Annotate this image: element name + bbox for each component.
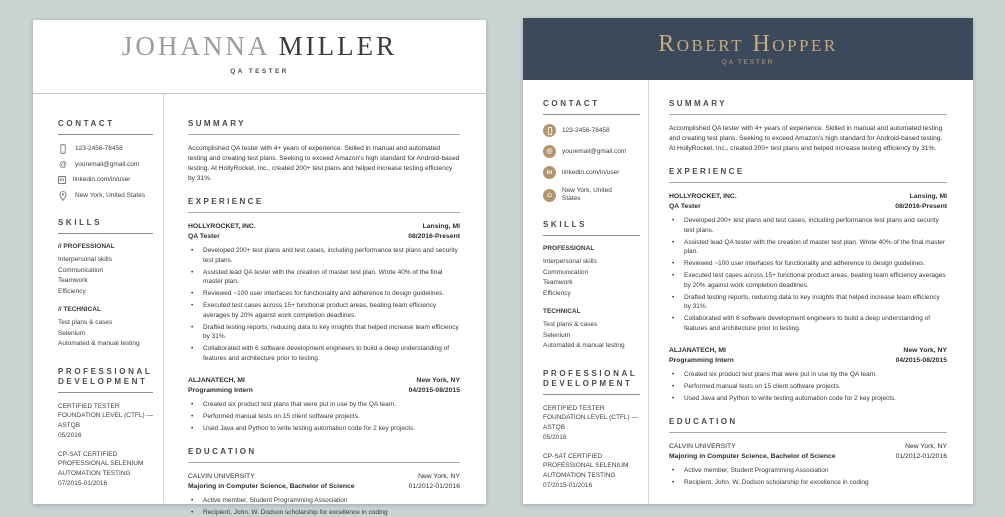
education-bullet: • Active member, Student Programming Association <box>188 496 460 506</box>
job-header-row <box>188 232 460 242</box>
contact-email: youremail@gmail.com <box>75 161 139 169</box>
email-icon: @ <box>543 145 556 158</box>
certification-name: CP-SAT CERTIFIED PROFESSIONAL SELENIUM AUTOMATION TESTING <box>58 450 153 479</box>
skills-section <box>543 220 640 352</box>
skill-group-label: PROFESSIONAL <box>543 245 640 252</box>
contact-email: youremail@gmail.com <box>562 148 626 156</box>
certification-item <box>58 402 153 441</box>
skill-item: Communication <box>58 266 153 277</box>
job-bullet: • Developed 200+ test plans and test cases, including performance test plans and security test plans. <box>669 216 947 235</box>
linkedin-icon: in <box>58 176 66 184</box>
education-bullet: • Recipient, John. W. Dodson scholarship for excellence in coding <box>669 478 947 488</box>
job-title: QA TESTER <box>523 59 973 66</box>
job-bullet: • Performed manual tests on 15 client software projects. <box>669 382 947 392</box>
job-dates: 04/2015-08/2015 <box>409 386 460 396</box>
skill-item: Automated & manual testing <box>543 341 640 352</box>
section-heading: EXPERIENCE <box>669 167 947 183</box>
job-bullet: • Drafted testing reports, reducing data to key insights that helped increase team efficiency by 31%. <box>669 293 947 312</box>
school-location: New York, NY <box>905 442 947 452</box>
degree: Majoring in Computer Science, Bachelor of Science <box>669 452 836 462</box>
job-header-row <box>669 192 947 202</box>
resume-header <box>33 20 486 94</box>
education-header-row <box>188 482 460 492</box>
job-bullet: • Performed manual tests on 15 client software projects. <box>188 412 460 422</box>
first-name: JOHANNA <box>122 31 269 61</box>
section-heading: EDUCATION <box>669 417 947 433</box>
skill-item: Selenium <box>58 329 153 340</box>
school-name: CALVIN UNIVERSITY <box>188 472 255 482</box>
job-title: QA TESTER <box>33 68 486 75</box>
contact-row <box>58 176 153 184</box>
section-heading: SKILLS <box>58 218 153 234</box>
skill-group-label: // PROFESSIONAL <box>58 243 153 250</box>
contact-row <box>58 191 153 201</box>
contact-row <box>58 144 153 154</box>
job-bullet: • Executed test cases across 15+ functional product areas, beating team efficiency averages by 20% against work completion deadlines. <box>669 271 947 290</box>
company-name: ALJANATECH, MI <box>188 376 245 386</box>
job-header-row <box>669 346 947 356</box>
education-bullet: • Active member, Student Programming Association <box>669 466 947 476</box>
job-bullet: • Collaborated with 6 software development engineers to build a deep understanding of features and architecture prior to testing. <box>669 314 947 333</box>
job-bullet: • Drafted testing reports, reducing data to key insights that helped increase team efficiency by 31%. <box>188 323 460 342</box>
skill-item: Interpersonal skills <box>543 257 640 268</box>
summary-section <box>669 99 947 154</box>
education-header-row <box>669 452 947 462</box>
company-name: HOLLYROCKET, INC. <box>188 222 256 232</box>
phone-icon <box>58 144 68 154</box>
skill-item: Communication <box>543 268 640 279</box>
job-bullet: • Collaborated with 6 software development engineers to build a deep understanding of features and architecture prior to testing. <box>188 344 460 363</box>
job-location: New York, NY <box>416 376 460 386</box>
skill-item: Test plans & cases <box>543 320 640 331</box>
development-section <box>543 369 640 491</box>
section-heading: CONTACT <box>58 119 153 135</box>
summary-text: Accomplished QA tester with 4+ years of experience. Skilled in manual and automated testing and creating test plans. Seeking to exceed Amazon's high standard for Android-based testing. At HollyRocket, Inc., created 200+ test plans and helped increase testing efficiency by 31%. <box>188 144 460 184</box>
job-bullet: • Reviewed ~100 user interfaces for functionality and adherence to design guidelines. <box>669 259 947 269</box>
job-bullet: • Assisted lead QA tester with the creation of master test plan. Wrote 40% of the final master plan. <box>188 268 460 287</box>
job-entry <box>188 376 460 434</box>
skill-item: Teamwork <box>58 276 153 287</box>
contact-location: New York, United States <box>75 192 145 200</box>
job-bullet: • Used Java and Python to write testing automation code for 2 key projects. <box>669 394 947 404</box>
certification-item <box>58 450 153 489</box>
certification-date: 07/2015-01/2016 <box>58 479 153 489</box>
education-header-row <box>669 442 947 452</box>
certification-name: CP-SAT CERTIFIED PROFESSIONAL SELENIUM AUTOMATION TESTING <box>543 452 640 481</box>
section-heading: CONTACT <box>543 99 640 115</box>
education-section <box>188 447 460 517</box>
education-bullet-list <box>188 496 460 517</box>
job-entry <box>669 346 947 404</box>
skill-item: Efficiency <box>543 289 640 300</box>
section-heading: SKILLS <box>543 220 640 236</box>
job-role: Programming Intern <box>669 356 734 366</box>
contact-linkedin: linkedin.com/in/user <box>562 169 619 177</box>
education-header-row <box>188 472 460 482</box>
certification-date: 07/2015-01/2016 <box>543 481 640 491</box>
development-section <box>58 367 153 489</box>
certification-item <box>543 404 640 443</box>
skill-group-label: // TECHNICAL <box>58 306 153 313</box>
section-heading: PROFESSIONAL DEVELOPMENT <box>543 369 640 395</box>
skill-item: Selenium <box>543 331 640 342</box>
job-role: QA Tester <box>188 232 220 242</box>
school-location: New York, NY <box>418 472 460 482</box>
job-header-row <box>188 376 460 386</box>
experience-section <box>188 197 460 434</box>
job-location: New York, NY <box>903 346 947 356</box>
job-bullet: • Reviewed ~100 user interfaces for functionality and adherence to design guidelines. <box>188 289 460 299</box>
job-role: QA Tester <box>669 202 701 212</box>
contact-row <box>543 145 640 158</box>
contact-section <box>58 119 153 201</box>
certification-date: 05/2016 <box>58 431 153 441</box>
job-bullet: • Used Java and Python to write testing automation code for 2 key projects. <box>188 424 460 434</box>
job-header-row <box>669 356 947 366</box>
job-bullet-list <box>188 400 460 434</box>
job-entry <box>669 192 947 333</box>
school-name: CALVIN UNIVERSITY <box>669 442 736 452</box>
skill-group-label: TECHNICAL <box>543 308 640 315</box>
email-icon: @ <box>58 161 68 169</box>
education-section <box>669 417 947 488</box>
contact-row <box>58 161 153 169</box>
section-heading: SUMMARY <box>188 119 460 135</box>
education-dates: 01/2012-01/2016 <box>409 482 460 492</box>
candidate-name: Robert Hopper <box>523 33 973 56</box>
job-dates: 08/2016-Present <box>408 232 460 242</box>
resume-sidebar <box>523 80 648 504</box>
job-header-row <box>188 386 460 396</box>
contact-location: New York, United States <box>562 187 624 203</box>
certification-date: 05/2016 <box>543 433 640 443</box>
job-dates: 04/2015-08/2015 <box>896 356 947 366</box>
education-bullet-list <box>669 466 947 488</box>
certification-name: CERTIFIED TESTER FOUNDATION LEVEL (CTFL) — ASTQB <box>58 402 153 431</box>
certification-item <box>543 452 640 491</box>
contact-section <box>543 99 640 203</box>
contact-row <box>543 187 640 203</box>
skills-section <box>58 218 153 350</box>
job-header-row <box>188 222 460 232</box>
section-heading: SUMMARY <box>669 99 947 115</box>
job-location: Lansing, MI <box>423 222 460 232</box>
degree: Majoring in Computer Science, Bachelor of Science <box>188 482 355 492</box>
section-heading: EDUCATION <box>188 447 460 463</box>
resume-sidebar <box>33 94 163 503</box>
education-dates: 01/2012-01/2016 <box>896 452 947 462</box>
job-bullet-list <box>188 246 460 363</box>
contact-phone: 123-2456-78458 <box>562 127 610 135</box>
contact-phone: 123-2456-78458 <box>75 145 123 153</box>
summary-text: Accomplished QA tester with 4+ years of experience. Skilled in manual and automated testing and creating test plans. Seeking to exceed Amazon's high standard for Android-based testing. At HollyRocket, Inc., created 200+ test plans and helped increase testing efficiency by 31%. <box>669 124 947 154</box>
skill-item: Test plans & cases <box>58 318 153 329</box>
contact-linkedin: linkedin.com/in/user <box>73 176 130 184</box>
location-icon: ⌂ <box>543 189 556 202</box>
company-name: HOLLYROCKET, INC. <box>669 192 737 202</box>
candidate-name <box>33 32 486 60</box>
skill-item: Interpersonal skills <box>58 255 153 266</box>
phone-icon <box>543 124 556 137</box>
section-heading: EXPERIENCE <box>188 197 460 213</box>
job-location: Lansing, MI <box>910 192 947 202</box>
resume-body <box>33 94 486 503</box>
skill-item: Teamwork <box>543 278 640 289</box>
last-name: MILLER <box>279 31 398 61</box>
experience-section <box>669 167 947 404</box>
job-bullet: • Assisted lead QA tester with the creation of master test plan. Wrote 40% of the final master plan. <box>669 238 947 257</box>
job-entry <box>188 222 460 363</box>
resume-template-navy[interactable] <box>523 18 973 504</box>
job-bullet: • Developed 200+ test plans and test cases, including performance test plans and security test plans. <box>188 246 460 265</box>
certification-name: CERTIFIED TESTER FOUNDATION LEVEL (CTFL) — ASTQB <box>543 404 640 433</box>
education-bullet: • Recipient, John. W. Dodson scholarship for excellence in coding <box>188 508 460 517</box>
linkedin-icon: in <box>543 166 556 179</box>
job-bullet: • Created six product test plans that were put in use by the QA team. <box>188 400 460 410</box>
location-icon <box>58 191 68 201</box>
contact-row <box>543 166 640 179</box>
job-header-row <box>669 202 947 212</box>
contact-row <box>543 124 640 137</box>
job-bullet-list <box>669 370 947 404</box>
skill-item: Automated & manual testing <box>58 339 153 350</box>
resume-header <box>523 18 973 80</box>
section-heading: PROFESSIONAL DEVELOPMENT <box>58 367 153 393</box>
company-name: ALJANATECH, MI <box>669 346 726 356</box>
job-role: Programming Intern <box>188 386 253 396</box>
skill-item: Efficiency <box>58 287 153 298</box>
job-dates: 08/2016-Present <box>895 202 947 212</box>
resume-body <box>523 80 973 504</box>
summary-section <box>188 119 460 184</box>
resume-main <box>648 80 973 504</box>
job-bullet-list <box>669 216 947 333</box>
job-bullet: • Created six product test plans that were put in use by the QA team. <box>669 370 947 380</box>
job-bullet: • Executed test cases across 15+ functional product areas, beating team efficiency averages by 20% against work completion deadlines. <box>188 301 460 320</box>
resume-template-serif[interactable] <box>33 20 486 504</box>
resume-main <box>163 94 486 503</box>
